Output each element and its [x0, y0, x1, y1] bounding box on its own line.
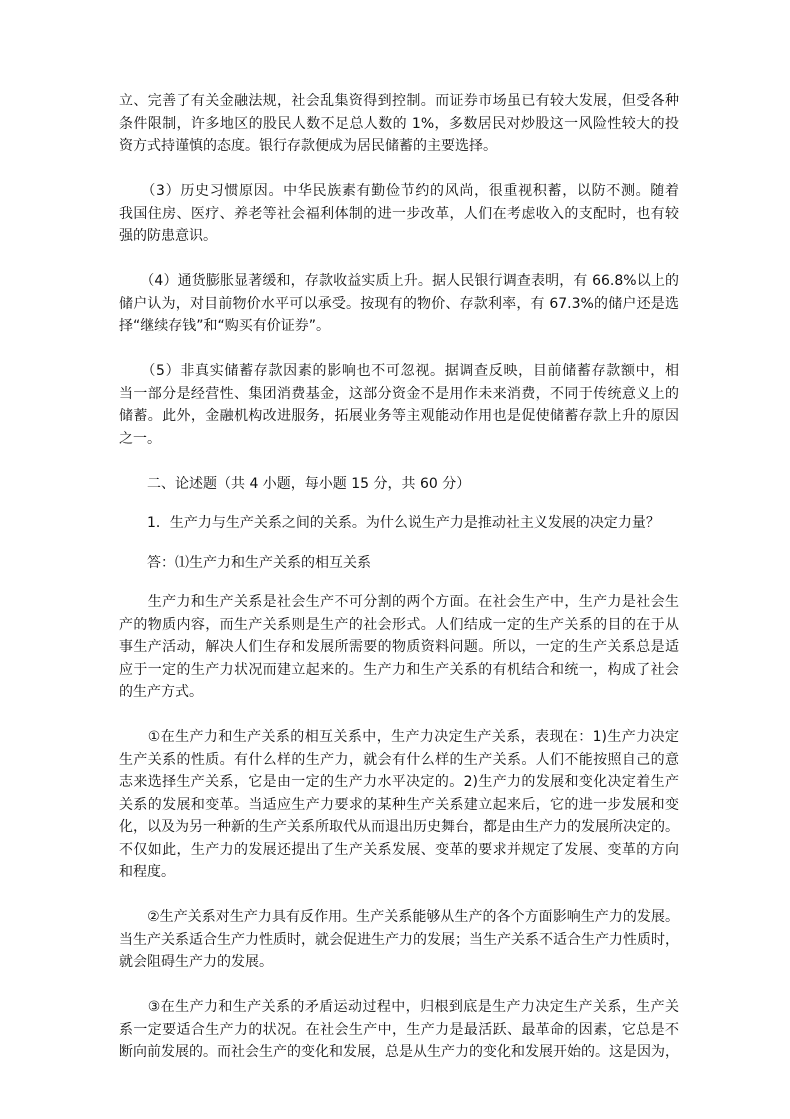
paragraph [119, 360, 679, 450]
paragraph [119, 591, 679, 704]
text-line: 事生产活动，解决人们生存和发展所需要的物质资料问题。所以，一定的生产关系总是适 [119, 639, 679, 655]
text-line: （5）非真实储蓄存款因素的影响也不可忽视。据调查反映，目前储蓄存款额中，相 [119, 363, 679, 379]
text-line: 之一。 [119, 430, 161, 447]
paragraph [119, 90, 679, 158]
text-line: 系一定要适合生产力的状况。在社会生产中，生产力是最活跃、最革命的因素，它总是不 [119, 1021, 679, 1038]
text-line: 断向前发展的。而社会生产的变化和发展，总是从生产力的变化和发展开始的。这是因为， [119, 1044, 679, 1060]
text-line: 资方式持谨慎的态度。银行存款便成为居民储蓄的主要选择。 [119, 138, 497, 154]
text-line: 就会阻碍生产力的发展。 [119, 954, 273, 970]
text-line: ②生产关系对生产力具有反作用。生产关系能够从生产的各个方面影响生产力的发展。 [119, 909, 679, 925]
text-line: 择“继续存钱”和“购买有价证券”。 [119, 318, 331, 334]
paragraph [119, 906, 679, 974]
text-line: 生产力和生产关系是社会生产不可分割的两个方面。在社会生产中，生产力是社会生 [119, 594, 679, 610]
text-line: 强的防患意识。 [119, 228, 217, 244]
text-line: 储户认为，对目前物价水平可以承受。按现有的物价、存款利率，有 67.3%的储户还是选 [119, 295, 679, 312]
text-line: ①在生产力和生产关系的相互关系中，生产力决定生产关系，表现在：1)生产力决定 [119, 729, 679, 745]
text-line: 条件限制，许多地区的股民人数不足总人数的 1%，多数居民对炒股这一风险性较大的投 [119, 115, 679, 132]
text-line: 志来选择生产关系，它是由一定的生产力水平决定的。2)生产力的发展和变化决定着生产 [119, 774, 679, 790]
text-line: ③在生产力和生产关系的矛盾运动过程中，归根到底是生产力决定生产关系，生产关 [119, 999, 679, 1015]
text-line: 当生产关系适合生产力性质时，就会促进生产力的发展；当生产关系不适合生产力性质时， [119, 931, 679, 948]
text-line: 的生产方式。 [119, 684, 203, 700]
text-line: （3）历史习惯原因。中华民族素有勤俭节约的风尚，很重视积蓄，以防不测。随着 [119, 183, 679, 199]
paragraph [119, 512, 679, 535]
paragraph [119, 726, 679, 884]
document-page [119, 90, 679, 1086]
text-line: 储蓄。此外，金融机构改进服务，拓展业务等主观能动作用也是促使储蓄存款上升的原因 [119, 408, 679, 424]
text-line: 我国住房、医疗、养老等社会福利体制的进一步改革，人们在考虑收入的支配时，也有较 [119, 205, 679, 222]
paragraph [119, 552, 679, 575]
text-line: 应于一定的生产力状况而建立起来的。生产力和生产关系的有机结合和统一，构成了社会 [119, 661, 679, 678]
paragraph [119, 270, 679, 338]
text-line: 和程度。 [119, 864, 175, 880]
text-line: 关系的发展和变革。当适应生产力要求的某种生产关系建立起来后，它的进一步发展和变 [119, 796, 679, 813]
paragraph [119, 180, 679, 248]
text-line: （4）通货膨胀显著缓和，存款收益实质上升。据人民银行调查表明，有 66.8%以上的 [119, 273, 679, 289]
text-line: 化，以及为另一种新的生产关系所取代从而退出历史舞台，都是由生产力的发展所决定的。 [119, 819, 679, 835]
text-line: 产的物质内容，而生产关系则是生产的社会形式。人们结成一定的生产关系的目的在于从 [119, 616, 679, 633]
text-line: 立、完善了有关金融法规，社会乱集资得到控制。而证券市场虽已有较大发展，但受各种 [119, 93, 679, 109]
text-line: 当一部分是经营性、集团消费基金，这部分资金不是用作未来消费，不同于传统意义上的 [119, 385, 679, 402]
text-line: 不仅如此，生产力的发展还提出了生产关系发展、变革的要求并规定了发展、变革的方向 [119, 841, 679, 858]
text-line: 生产关系的性质。有什么样的生产力，就会有什么样的生产关系。人们不能按照自己的意 [119, 751, 679, 768]
paragraph [119, 996, 679, 1064]
text-line: 二、论述题（共 4 小题，每小题 15 分，共 60 分） [119, 475, 471, 492]
text-line: 1．生产力与生产关系之间的关系。为什么说生产力是推动社主义发展的决定力量？ [119, 515, 660, 531]
text-line: 答：⑴生产力和生产关系的相互关系 [119, 554, 371, 571]
paragraph [119, 473, 679, 496]
